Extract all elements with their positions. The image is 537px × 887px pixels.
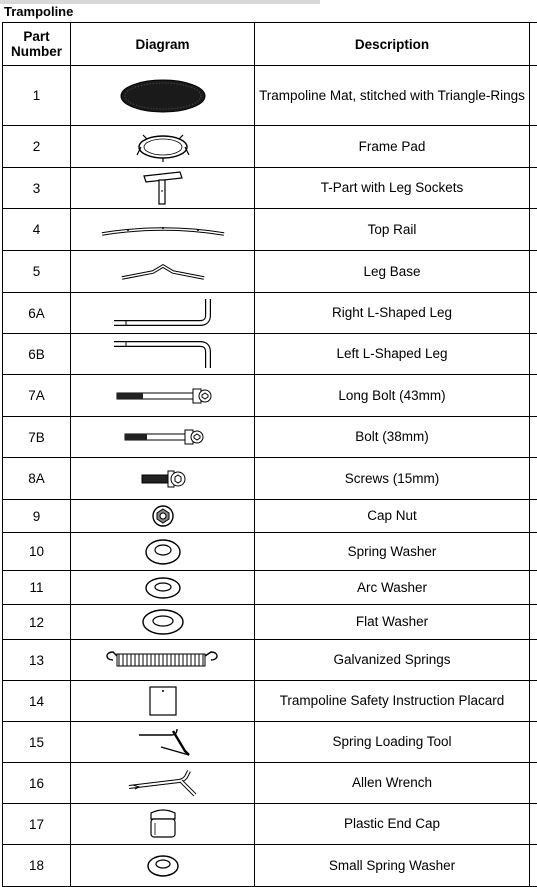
- part-description: Leg Base: [255, 251, 530, 293]
- trampoline-mat-icon: [118, 78, 208, 114]
- cap-nut-icon: [150, 504, 176, 528]
- table-row: [3, 533, 537, 571]
- part-number: 10: [3, 533, 71, 571]
- bolt-icon: [121, 425, 205, 449]
- part-number: 4: [3, 209, 71, 251]
- part-number: 11: [3, 571, 71, 605]
- table-row: [3, 417, 537, 458]
- spring-washer-icon: [143, 537, 183, 567]
- part-description: Arc Washer: [255, 571, 530, 605]
- end-cap-icon: [143, 807, 183, 841]
- table-row: [3, 681, 537, 722]
- part-number: 12: [3, 605, 71, 640]
- table-row: [3, 605, 537, 640]
- part-number: 15: [3, 722, 71, 763]
- part-description: Right L-Shaped Leg: [255, 293, 530, 334]
- part-description: Allen Wrench: [255, 763, 530, 804]
- part-number: 7B: [3, 417, 71, 458]
- part-number: 8A: [3, 458, 71, 500]
- part-number: 14: [3, 681, 71, 722]
- part-number: 3: [3, 168, 71, 209]
- part-description: Trampoline Mat, stitched with Triangle-Rings: [255, 66, 530, 126]
- right-l-leg-icon: [108, 295, 218, 331]
- table-row: [3, 375, 537, 417]
- table-row: [3, 722, 537, 763]
- table-row: [3, 571, 537, 605]
- header-diagram: Diagram: [71, 23, 255, 66]
- table-header-row: [3, 23, 537, 66]
- table-row: [3, 334, 537, 375]
- placard-icon: [148, 685, 178, 717]
- part-number: 18: [3, 845, 71, 887]
- t-part-icon: [138, 170, 188, 206]
- table-row: [3, 640, 537, 681]
- left-l-leg-icon: [108, 336, 218, 372]
- part-description: Bolt (38mm): [255, 417, 530, 458]
- table-row: [3, 500, 537, 533]
- part-number: 1: [3, 66, 71, 126]
- part-description: Small Spring Washer: [255, 845, 530, 887]
- small-spring-washer-icon: [145, 852, 181, 880]
- part-number: 6B: [3, 334, 71, 375]
- table-row: [3, 126, 537, 168]
- table-row: [3, 293, 537, 334]
- section-heading: Trampoline: [4, 4, 73, 20]
- part-description: Trampoline Safety Instruction Placard: [255, 681, 530, 722]
- part-description: Frame Pad: [255, 126, 530, 168]
- part-number: 16: [3, 763, 71, 804]
- allen-wrench-icon: [125, 767, 201, 799]
- table-row: [3, 845, 537, 887]
- part-description: Spring Loading Tool: [255, 722, 530, 763]
- table-row: [3, 209, 537, 251]
- part-description: Spring Washer: [255, 533, 530, 571]
- parts-table: [2, 22, 537, 887]
- arc-washer-icon: [143, 575, 183, 601]
- table-row: [3, 804, 537, 845]
- part-description: Top Rail: [255, 209, 530, 251]
- spring-tool-icon: [133, 725, 193, 759]
- part-number: 7A: [3, 375, 71, 417]
- part-description: Plastic End Cap: [255, 804, 530, 845]
- part-number: 17: [3, 804, 71, 845]
- part-number: 6A: [3, 293, 71, 334]
- part-number: 5: [3, 251, 71, 293]
- header-extra: [530, 23, 537, 66]
- part-description: Cap Nut: [255, 500, 530, 533]
- part-description: Screws (15mm): [255, 458, 530, 500]
- header-description: Description: [255, 23, 530, 66]
- part-number: 2: [3, 126, 71, 168]
- table-row: [3, 458, 537, 500]
- header-part-number: Part Number: [3, 23, 71, 66]
- leg-base-icon: [118, 260, 208, 284]
- table-row: [3, 251, 537, 293]
- flat-washer-icon: [140, 607, 186, 637]
- part-description: Long Bolt (43mm): [255, 375, 530, 417]
- table-row: [3, 66, 537, 126]
- part-number: 9: [3, 500, 71, 533]
- table-row: [3, 763, 537, 804]
- table-row: [3, 168, 537, 209]
- long-bolt-icon: [113, 384, 213, 408]
- top-rail-icon: [98, 220, 228, 240]
- frame-pad-icon: [133, 131, 193, 163]
- part-description: Left L-Shaped Leg: [255, 334, 530, 375]
- part-number: 13: [3, 640, 71, 681]
- part-description: T-Part with Leg Sockets: [255, 168, 530, 209]
- part-description: Flat Washer: [255, 605, 530, 640]
- spring-icon: [103, 648, 223, 672]
- part-description: Galvanized Springs: [255, 640, 530, 681]
- screw-icon: [138, 467, 188, 491]
